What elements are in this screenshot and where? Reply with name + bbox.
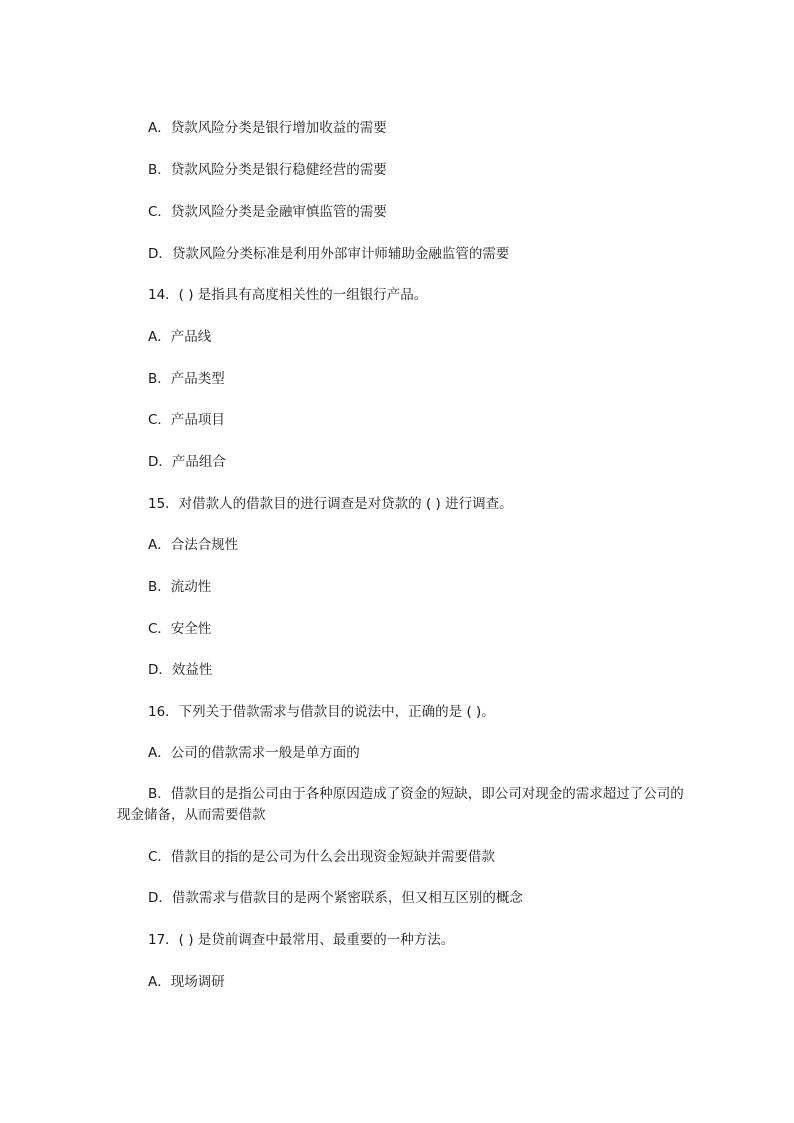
q15-option-b: B．流动性 xyxy=(148,579,212,595)
q13-option-a: A．贷款风险分类是银行增加收益的需要 xyxy=(148,120,387,136)
q13-option-b: B．贷款风险分类是银行稳健经营的需要 xyxy=(148,162,387,178)
q13-option-c: C．贷款风险分类是金融审慎监管的需要 xyxy=(148,204,387,220)
q16-option-c: C．借款目的指的是公司为什么会出现资金短缺并需要借款 xyxy=(148,849,495,865)
q14-question: 14．( ) 是指具有高度相关性的一组银行产品。 xyxy=(148,287,428,303)
q14-option-b: B．产品类型 xyxy=(148,371,225,387)
q13-option-d: D．贷款风险分类标准是利用外部审计师辅助金融监管的需要 xyxy=(148,246,510,262)
q15-option-c: C．安全性 xyxy=(148,621,212,637)
q16-question: 16．下列关于借款需求与借款目的说法中，正确的是 ( )。 xyxy=(148,704,495,720)
q16-option-d: D．借款需求与借款目的是两个紧密联系，但又相互区别的概念 xyxy=(148,890,523,906)
q14-option-c: C．产品项目 xyxy=(148,412,225,428)
q16-option-a: A．公司的借款需求一般是单方面的 xyxy=(148,745,360,761)
q17-option-a: A．现场调研 xyxy=(148,974,225,990)
q15-option-a: A．合法合规性 xyxy=(148,537,239,553)
q17-question: 17．( ) 是贷前调查中最常用、最重要的一种方法。 xyxy=(148,932,455,948)
q14-option-d: D．产品组合 xyxy=(148,454,226,470)
q15-question: 15．对借款人的借款目的进行调查是对贷款的 ( ) 进行调查。 xyxy=(148,496,513,512)
q16-option-b: B．借款目的是指公司由于各种原因造成了资金的短缺，即公司对现金的需求超过了公司的现金储备，从而需要借款 xyxy=(117,786,684,823)
q15-option-d: D．效益性 xyxy=(148,662,213,678)
q14-option-a: A．产品线 xyxy=(148,329,212,345)
